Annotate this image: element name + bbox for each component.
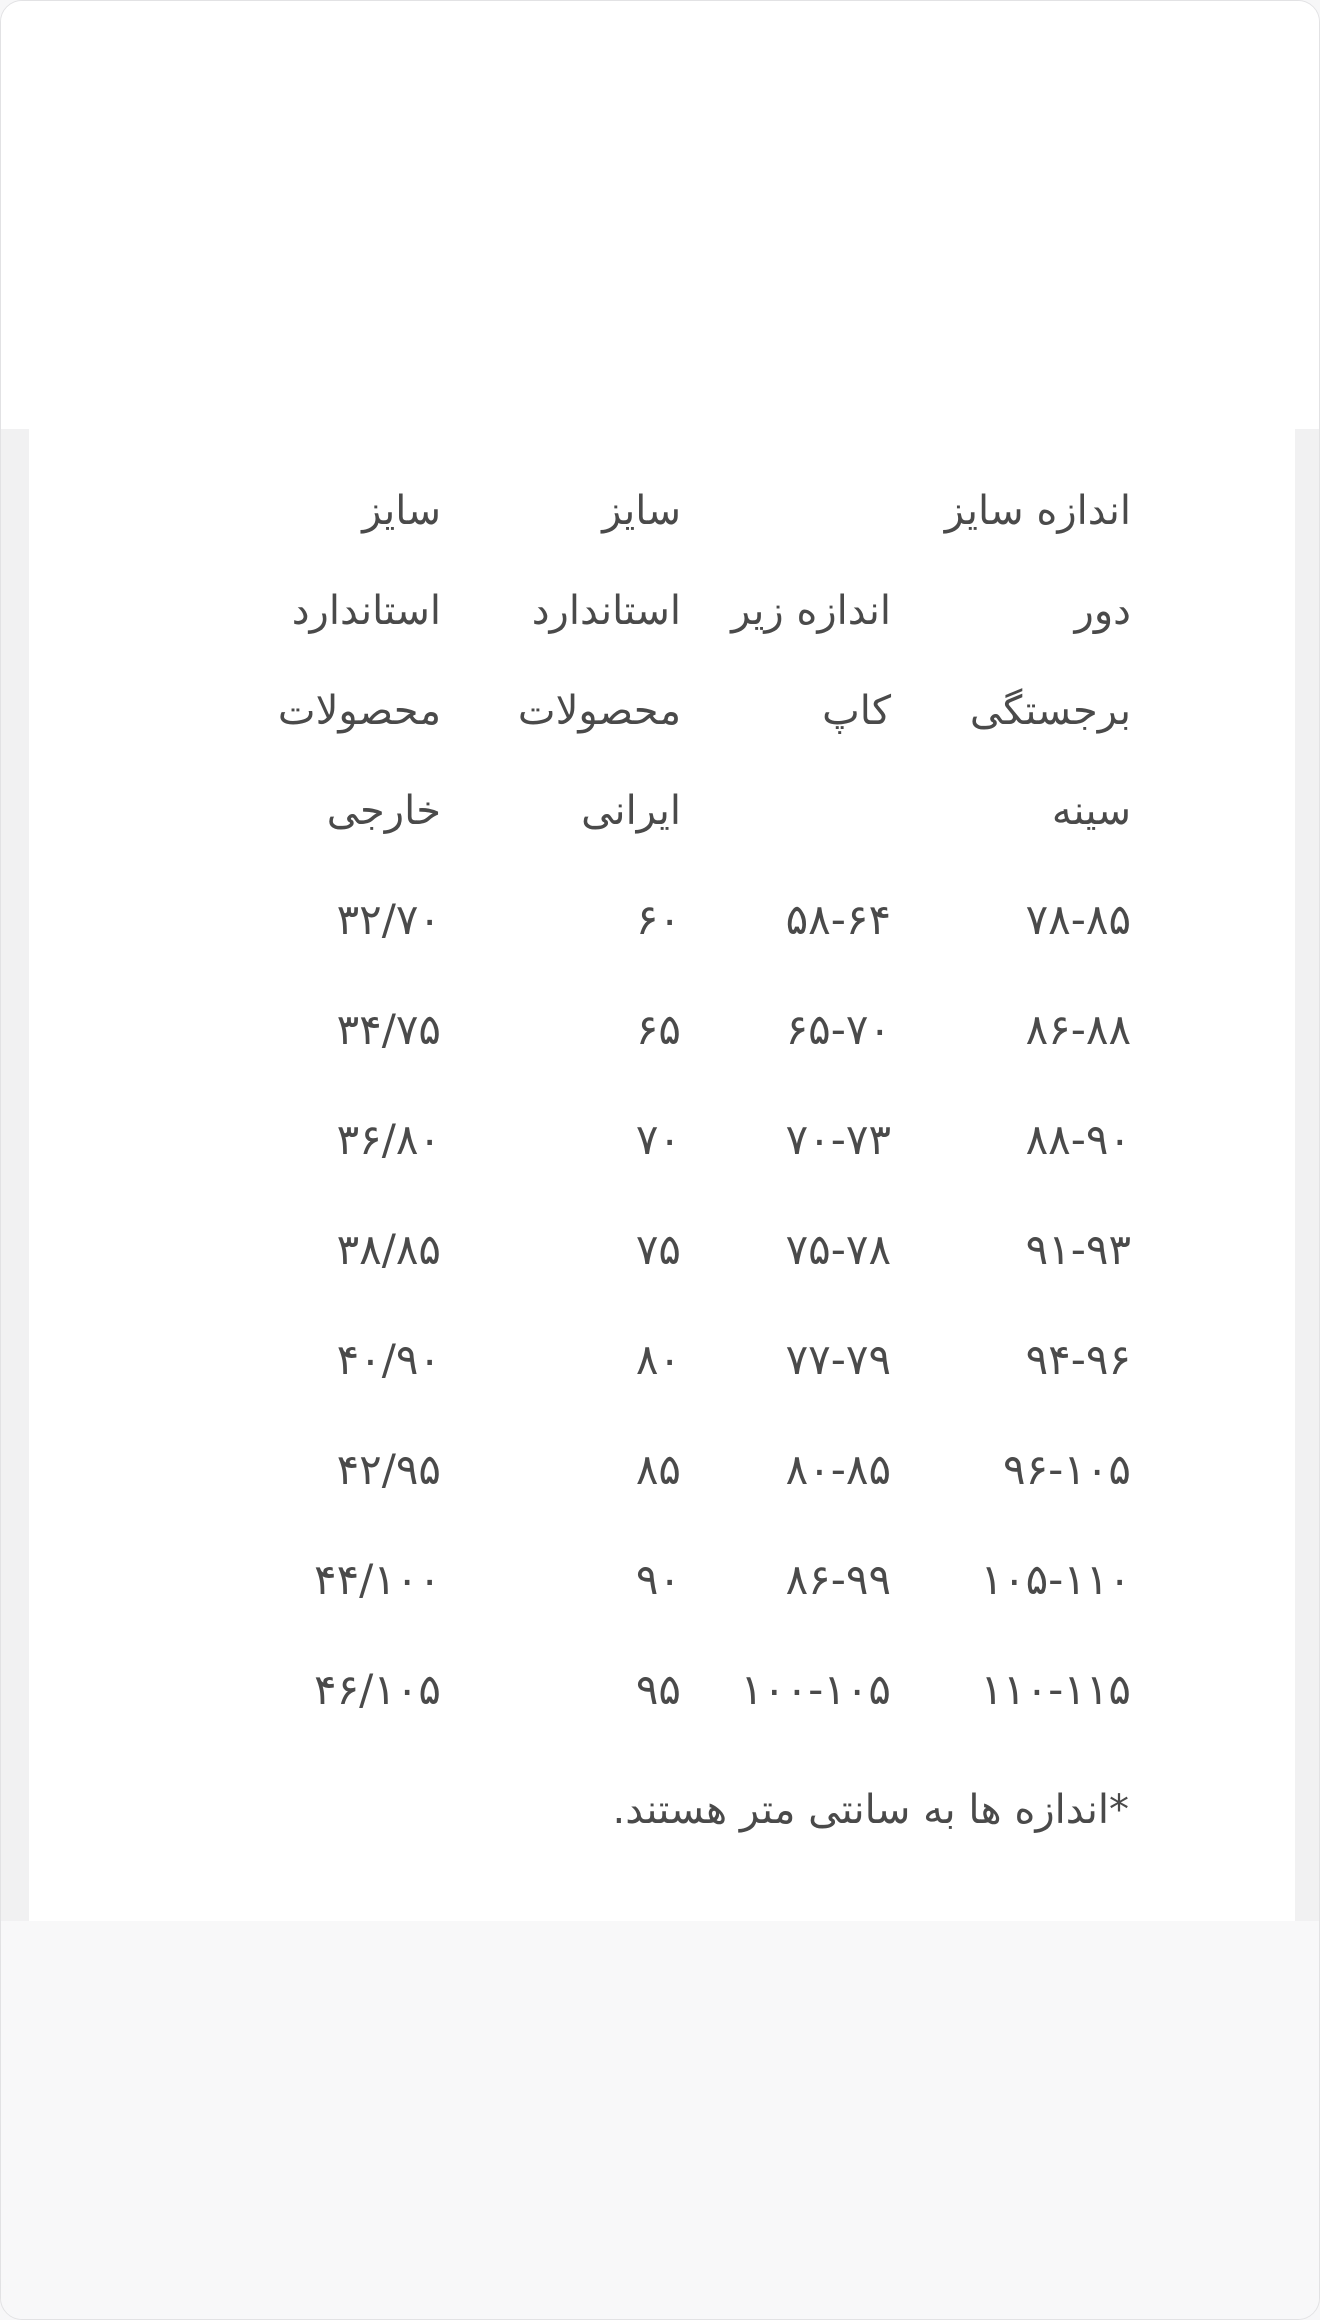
cell-chest: ۷۸-۸۵ [1025,895,1131,944]
size-chart-header-row [211,453,1131,865]
cell-foreign-size: ۳۲/۷۰ [336,895,441,944]
table-row [211,1305,1131,1415]
top-blank-area [1,1,1320,429]
cell-iranian-size: ۹۵ [635,1665,681,1714]
cell-foreign-size: ۴۶/۱۰۵ [314,1665,441,1714]
cell-iranian-size: ۷۰ [635,1115,681,1164]
cell-chest: ۸۶-۸۸ [1025,1005,1131,1054]
table-row [211,975,1131,1085]
cell-under-cup: ۶۵-۷۰ [785,1005,891,1054]
cell-iranian-size: ۸۵ [635,1445,681,1494]
units-footnote: *اندازه ها به سانتی متر هستند. [612,1787,1129,1833]
table-row [211,1525,1131,1635]
cell-foreign-size: ۴۴/۱۰۰ [314,1555,441,1604]
table-row [211,1195,1131,1305]
cell-iranian-size: ۹۰ [635,1555,681,1604]
cell-under-cup: ۸۰-۸۵ [785,1445,891,1494]
cell-under-cup: ۵۸-۶۴ [785,895,891,944]
cell-foreign-size: ۳۴/۷۵ [336,1005,441,1054]
cell-chest: ۸۸-۹۰ [1025,1115,1131,1164]
left-margin-strip [1,429,29,1921]
cell-foreign-size: ۴۲/۹۵ [336,1445,441,1494]
cell-under-cup: ۷۵-۷۸ [785,1225,891,1274]
cell-chest: ۱۰۵-۱۱۰ [980,1555,1131,1604]
table-row [211,1085,1131,1195]
header-foreign-standard-size: سایز استاندارد محصولات خارجی [277,488,441,834]
cell-under-cup: ۷۷-۷۹ [785,1335,891,1384]
cell-iranian-size: ۶۰ [635,895,681,944]
header-chest-size: اندازه سایز دور برجستگی سینه [944,488,1131,834]
bottom-blank-area [1,1921,1320,2320]
right-margin-strip [1295,429,1320,1921]
header-iranian-standard-size: سایز استاندارد محصولات ایرانی [517,488,681,834]
cell-iranian-size: ۷۵ [635,1225,681,1274]
cell-iranian-size: ۶۵ [635,1005,681,1054]
cell-chest: ۱۱۰-۱۱۵ [980,1665,1131,1714]
cell-under-cup: ۱۰۰-۱۰۵ [740,1665,891,1714]
cell-chest: ۹۶-۱۰۵ [1003,1445,1131,1494]
cell-foreign-size: ۳۸/۸۵ [336,1225,441,1274]
cell-foreign-size: ۴۰/۹۰ [336,1335,441,1384]
cell-iranian-size: ۸۰ [635,1335,681,1384]
cell-under-cup: ۷۰-۷۳ [785,1115,891,1164]
cell-chest: ۹۴-۹۶ [1025,1335,1131,1384]
size-chart-table [211,453,1131,1745]
cell-chest: ۹۱-۹۳ [1025,1225,1131,1274]
table-row [211,1635,1131,1745]
table-row [211,1415,1131,1525]
cell-under-cup: ۸۶-۹۹ [785,1555,891,1604]
cell-foreign-size: ۳۶/۸۰ [336,1115,441,1164]
header-under-cup: اندازه زیر کاپ [731,588,891,734]
table-row [211,865,1131,975]
